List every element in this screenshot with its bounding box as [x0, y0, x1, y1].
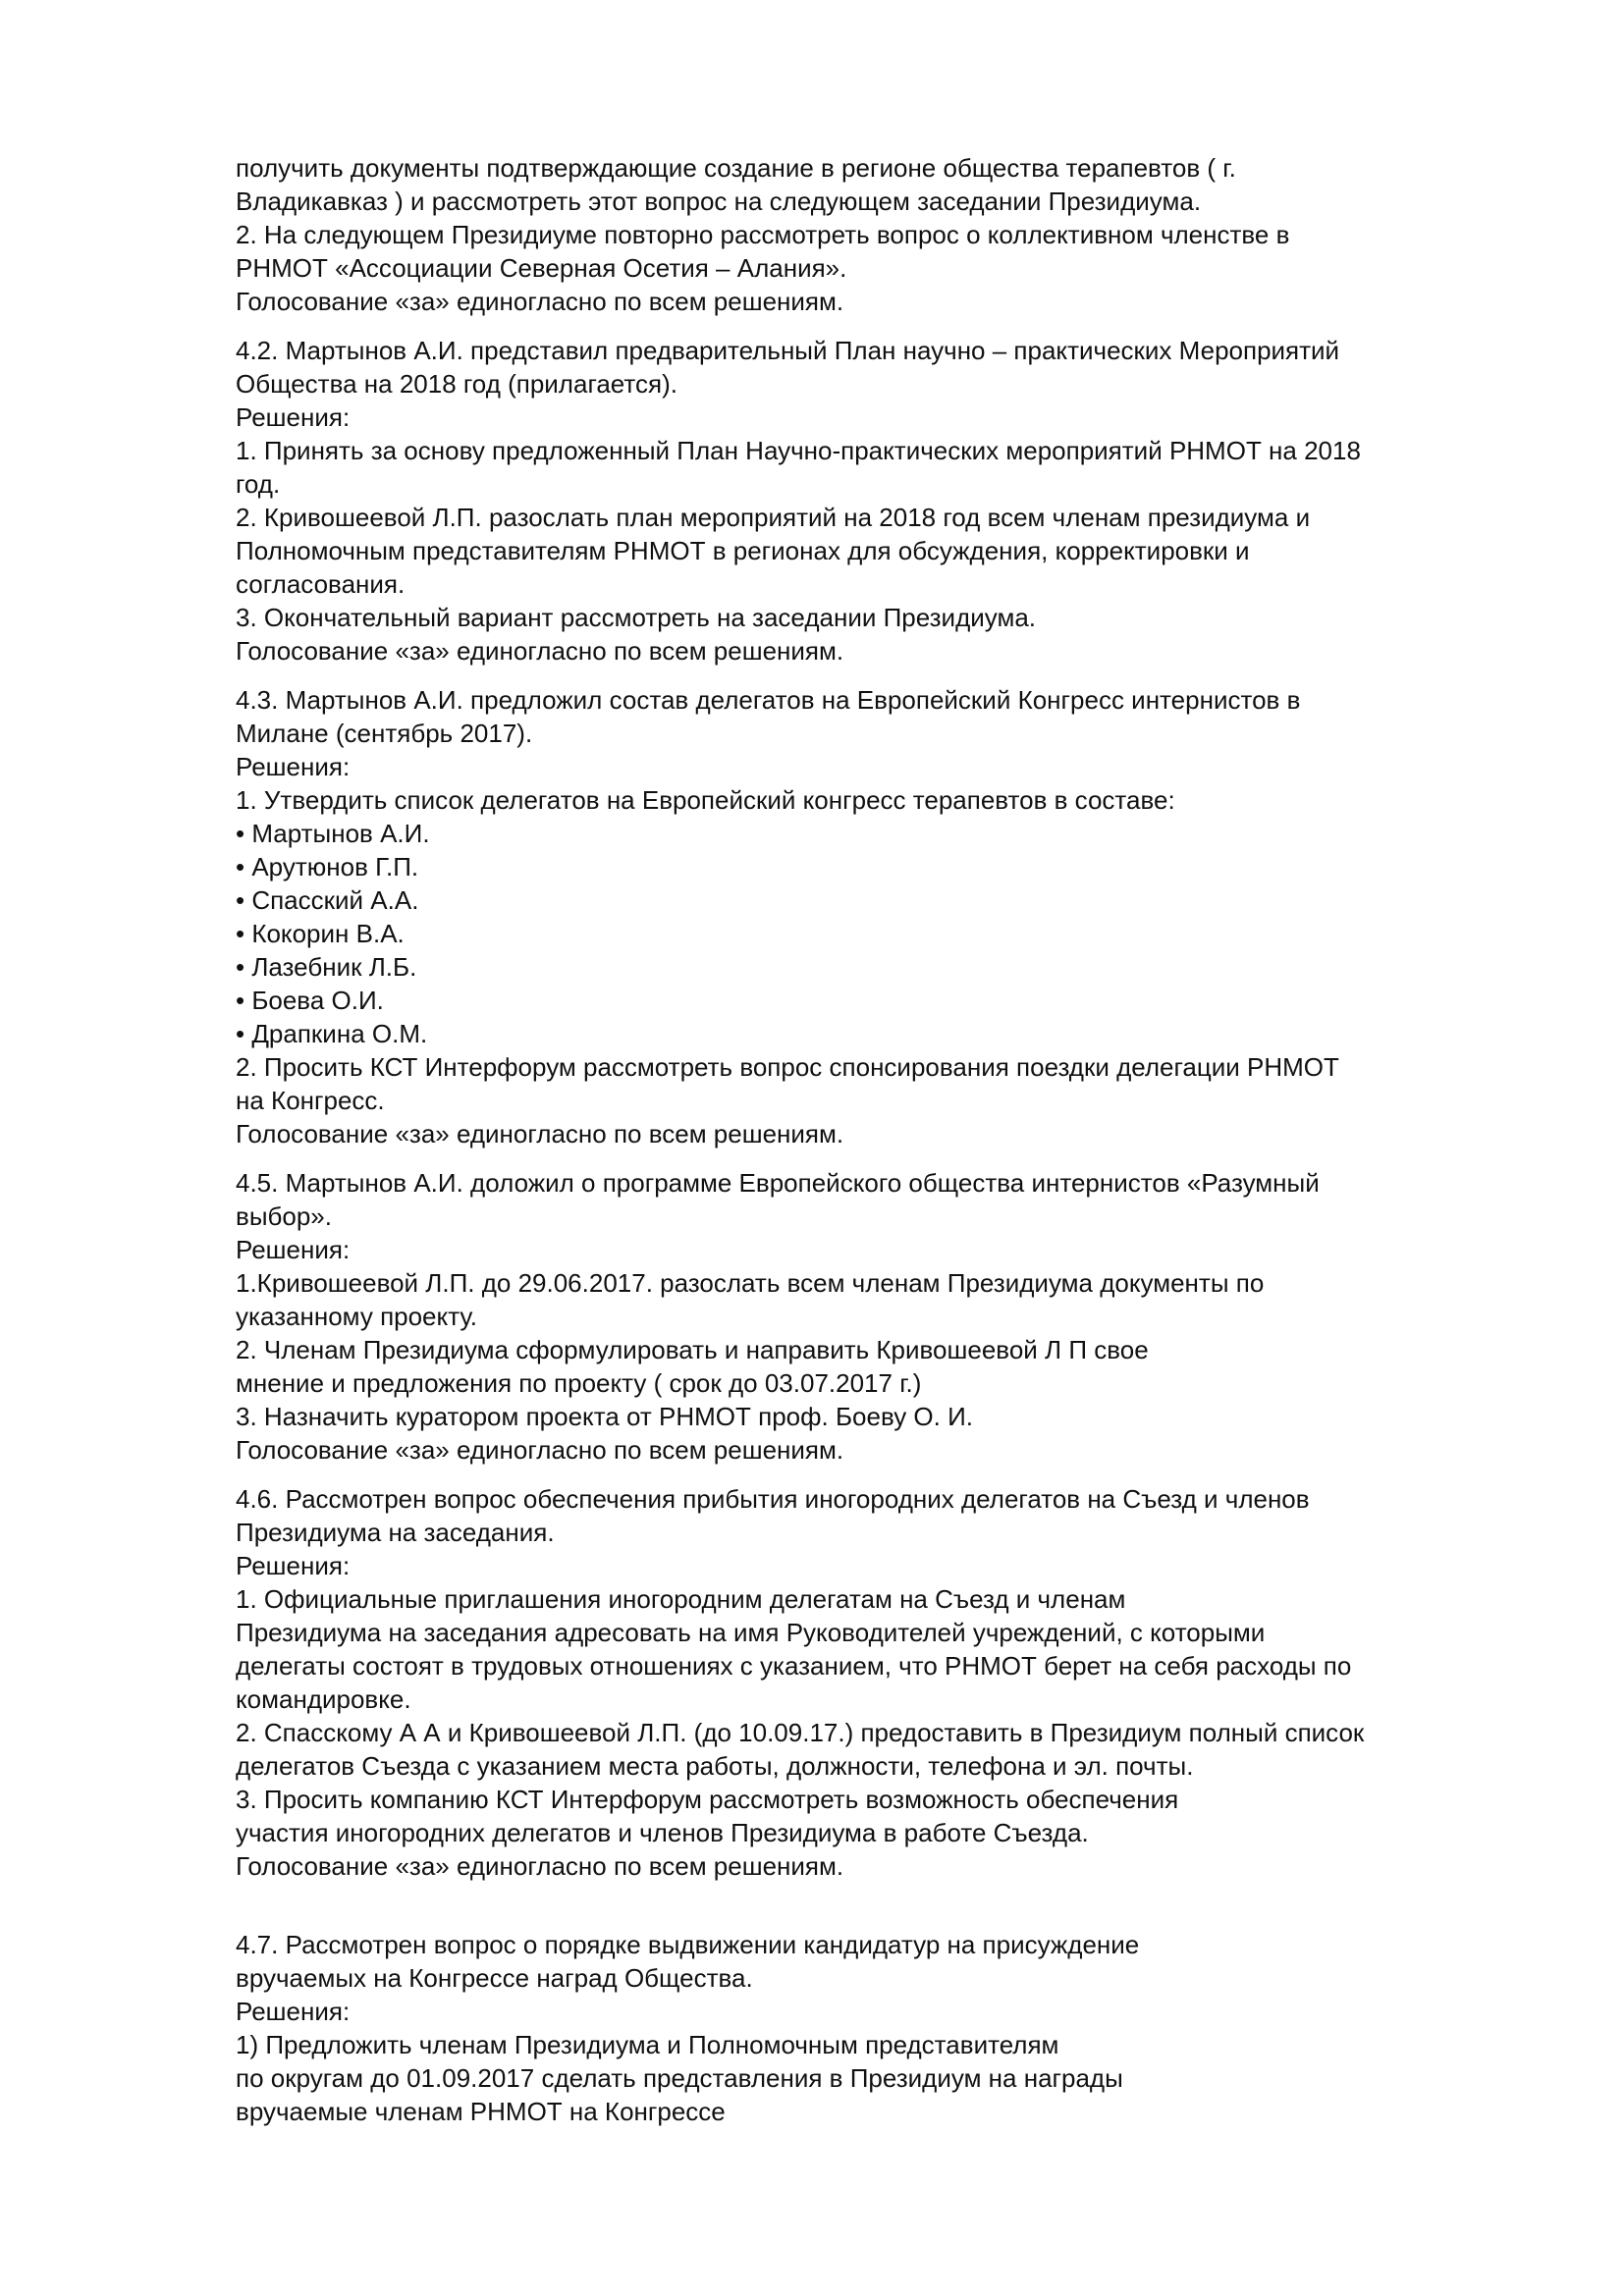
voting-line: Голосование «за» единогласно по всем решениям. [236, 636, 844, 666]
decisions-label: Решения: [236, 1997, 351, 2026]
section-heading: 4.3. Мартынов А.И. предложил состав делегатов на Европейский Конгресс интернистов в [236, 685, 1301, 715]
text-line: 2. Членам Президиума сформулировать и направить Кривошеевой Л П свое [236, 1335, 1149, 1364]
text-line: согласования. [236, 569, 406, 599]
text-line: 2. Кривошеевой Л.П. разослать план мероприятий на 2018 год всем членам президиума и [236, 503, 1311, 532]
decisions-label: Решения: [236, 1235, 351, 1264]
voting-line: Голосование «за» единогласно по всем решениям. [236, 287, 844, 316]
text-line: 2. На следующем Президиуме повторно рассмотреть вопрос о коллективном членстве в [236, 220, 1290, 249]
voting-line: Голосование «за» единогласно по всем решениям. [236, 1851, 844, 1881]
section-4-5 [236, 1166, 1542, 1467]
text-line: Президиума на заседания адресовать на имя Руководителей учреждений, с которыми [236, 1618, 1266, 1647]
text-line: 1) Предложить членам Президиума и Полномочным представителям [236, 2030, 1059, 2059]
text-line: мнение и предложения по проекту ( срок до 03.07.2017 г.) [236, 1368, 922, 1398]
section-heading: 4.7. Рассмотрен вопрос о порядке выдвижении кандидатур на присуждение [236, 1930, 1140, 1959]
section-heading: 4.5. Мартынов А.И. доложил о программе Европейского общества интернистов «Разумный [236, 1168, 1320, 1198]
delegate-list-item: • Кокорин В.А. [236, 919, 405, 948]
text-line: Полномочным представителям РНМОТ в регионах для обсуждения, корректировки и [236, 536, 1250, 565]
text-line: делегатов Съезда с указанием места работы, должности, телефона и эл. почты. [236, 1751, 1194, 1781]
text-line: командировке. [236, 1684, 411, 1714]
text-line: получить документы подтверждающие создание в регионе общества терапевтов ( г. [236, 153, 1236, 183]
text-line: 2. Просить КСТ Интерфорум рассмотреть вопрос спонсирования поездки делегации РНМОТ [236, 1052, 1339, 1082]
section-council-membership [236, 151, 1542, 318]
delegate-list-item: • Лазебник Л.Б. [236, 952, 417, 982]
text-line: по округам до 01.09.2017 сделать представления в Президиум на награды [236, 2063, 1123, 2093]
decisions-label: Решения: [236, 1551, 351, 1580]
voting-line: Голосование «за» единогласно по всем решениям. [236, 1435, 844, 1465]
text-line: указанному проекту. [236, 1302, 478, 1331]
text-line: РНМОТ «Ассоциации Северная Осетия – Алания». [236, 253, 847, 283]
section-4-6 [236, 1482, 1542, 1883]
text-line: выбор». [236, 1201, 332, 1231]
text-line: 3. Назначить куратором проекта от РНМОТ проф. Боеву О. И. [236, 1402, 974, 1431]
text-line: Владикавказ ) и рассмотреть этот вопрос на следующем заседании Президиума. [236, 187, 1202, 216]
text-line: 1.Кривошеевой Л.П. до 29.06.2017. разослать всем членам Президиума документы по [236, 1268, 1265, 1298]
delegate-list-item: • Спасский А.А. [236, 885, 419, 915]
section-heading: 4.6. Рассмотрен вопрос обеспечения прибытия иногородних делегатов на Съезд и членов [236, 1484, 1310, 1514]
text-line: Милане (сентябрь 2017). [236, 719, 533, 748]
text-line: вручаемые членам РНМОТ на Конгрессе [236, 2097, 726, 2126]
section-4-7 [236, 1928, 1542, 2128]
section-heading: 4.2. Мартынов А.И. представил предварительный План научно – практических Мероприятий [236, 336, 1340, 365]
delegate-list-item: • Драпкина О.М. [236, 1019, 428, 1048]
text-line: Президиума на заседания. [236, 1518, 555, 1547]
text-line: участия иногородних делегатов и членов Президиума в работе Съезда. [236, 1818, 1089, 1847]
voting-line: Голосование «за» единогласно по всем решениям. [236, 1119, 844, 1148]
document-body [236, 151, 1542, 2144]
text-line: год. [236, 469, 281, 499]
text-line: 2. Спасскому А А и Кривошеевой Л.П. (до 10.09.17.) предоставить в Президиум полный список [236, 1718, 1365, 1747]
delegate-list-item: • Мартынов А.И. [236, 819, 430, 848]
delegate-list-item: • Боева О.И. [236, 986, 384, 1015]
text-line: 1. Принять за основу предложенный План Научно-практических мероприятий РНМОТ на 2018 [236, 436, 1361, 465]
decisions-label: Решения: [236, 402, 351, 432]
text-line: 1. Официальные приглашения иногородним делегатам на Съезд и членам [236, 1584, 1126, 1614]
section-4-3 [236, 683, 1542, 1150]
decisions-label: Решения: [236, 752, 351, 781]
section-4-2 [236, 334, 1542, 667]
text-line: вручаемых на Конгрессе наград Общества. [236, 1963, 753, 1993]
text-line: 1. Утвердить список делегатов на Европейский конгресс терапевтов в составе: [236, 785, 1175, 815]
text-line: Общества на 2018 год (прилагается). [236, 369, 677, 399]
text-line: 3. Просить компанию КСТ Интерфорум рассмотреть возможность обеспечения [236, 1785, 1179, 1814]
delegate-list-item: • Арутюнов Г.П. [236, 852, 419, 881]
text-line: делегаты состоят в трудовых отношениях с указанием, что РНМОТ берет на себя расходы по [236, 1651, 1352, 1681]
text-line: на Конгресс. [236, 1086, 385, 1115]
text-line: 3. Окончательный вариант рассмотреть на заседании Президиума. [236, 603, 1037, 632]
